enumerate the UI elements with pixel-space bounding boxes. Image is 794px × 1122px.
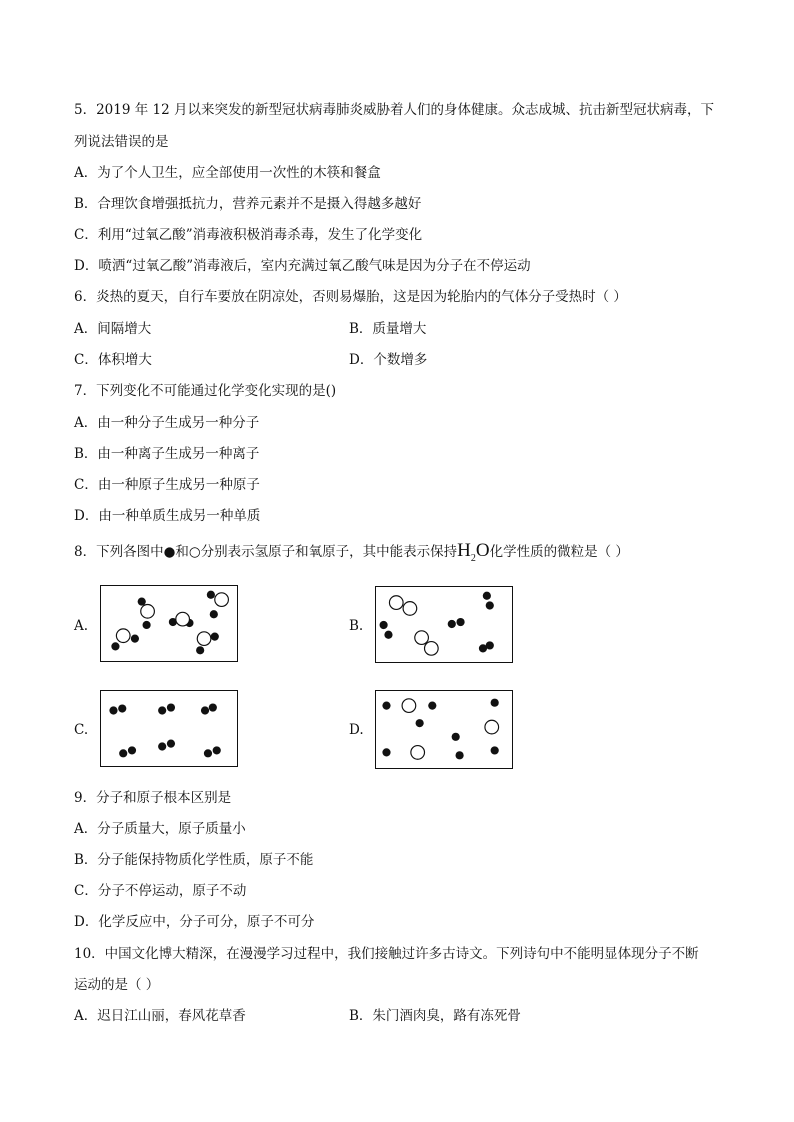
q7-option-d: D．由一种单质生成另一种单质 (74, 508, 261, 524)
q9-option-b: B．分子能保持物质化学性质，原子不能 (74, 852, 314, 868)
q10-stem-line2: 运动的是（ ） (74, 977, 160, 993)
q6-option-a: A．间隔增大 (74, 321, 152, 337)
q5-stem-line1: 5．2019 年 12 月以来突发的新型冠状病毒肺炎威胁着人们的身体健康。众志成城、抗击新型冠状病毒，下 (74, 102, 714, 118)
q9-option-a: A．分子质量大，原子质量小 (74, 821, 246, 837)
formula-h: H (457, 540, 471, 561)
molecule-diagram-a (101, 586, 237, 661)
q8-stem (74, 542, 629, 568)
q8-option-a-label: A. (74, 618, 89, 634)
q5-option-b: B．合理饮食增强抵抗力，营养元素并不是摄入得越多越好 (74, 196, 422, 212)
q6-option-b: B．质量增大 (349, 321, 427, 337)
q8-stem-after: 化学性质的微粒是（ ） (489, 544, 629, 560)
q10-option-a: A．迟日江山丽，春风花草香 (74, 1008, 246, 1024)
q5-stem-line2: 列说法错误的是 (74, 134, 169, 150)
q10-option-b: B．朱门酒肉臭，路有冻死骨 (349, 1008, 521, 1024)
q7-option-c: C．由一种原子生成另一种原子 (74, 477, 260, 493)
q5-option-a: A．为了个人卫生，应全部使用一次性的木筷和餐盒 (74, 165, 381, 181)
molecule-diagram-c (101, 691, 237, 766)
q8-option-b-label: B. (349, 618, 364, 634)
q8-option-d-label: D. (349, 722, 364, 738)
q10-stem-line1: 10．中国文化博大精深，在漫漫学习过程中，我们接触过许多古诗文。下列诗句中不能明显体现分子不断 (74, 946, 699, 962)
formula-subscript: 2 (470, 552, 476, 564)
q8-option-c-label: C. (74, 722, 89, 738)
q9-option-c: C．分子不停运动，原子不动 (74, 883, 247, 899)
q8-diagram-a (100, 585, 238, 662)
q9-option-d: D．化学反应中，分子可分，原子不可分 (74, 914, 315, 930)
q9-stem: 9．分子和原子根本区别是 (74, 790, 232, 806)
q8-diagram-c (100, 690, 238, 767)
formula-o: O (475, 540, 490, 561)
q6-stem: 6．炎热的夏天，自行车要放在阴凉处，否则易爆胎，这是因为轮胎内的气体分子受热时（ ） (74, 289, 627, 305)
q8-diagram-d (375, 690, 513, 769)
molecule-diagram-b (376, 587, 512, 662)
h2o-formula (457, 540, 490, 564)
q5-option-c: C．利用“过氧乙酸”消毒液积极消毒杀毒，发生了化学变化 (74, 227, 423, 243)
q8-stem-before: 8．下列各图中●和○分别表示氢原子和氧原子，其中能表示保持 (74, 544, 458, 560)
q8-diagram-b (375, 586, 513, 663)
q7-option-a: A．由一种分子生成另一种分子 (74, 415, 260, 431)
molecule-diagram-d (376, 691, 512, 768)
q6-option-d: D．个数增多 (349, 352, 428, 368)
q7-stem: 7．下列变化不可能通过化学变化实现的是() (74, 383, 337, 399)
q6-option-c: C．体积增大 (74, 352, 152, 368)
q7-option-b: B．由一种离子生成另一种离子 (74, 446, 260, 462)
q5-option-d: D．喷洒“过氧乙酸”消毒液后，室内充满过氧乙酸气味是因为分子在不停运动 (74, 258, 531, 274)
